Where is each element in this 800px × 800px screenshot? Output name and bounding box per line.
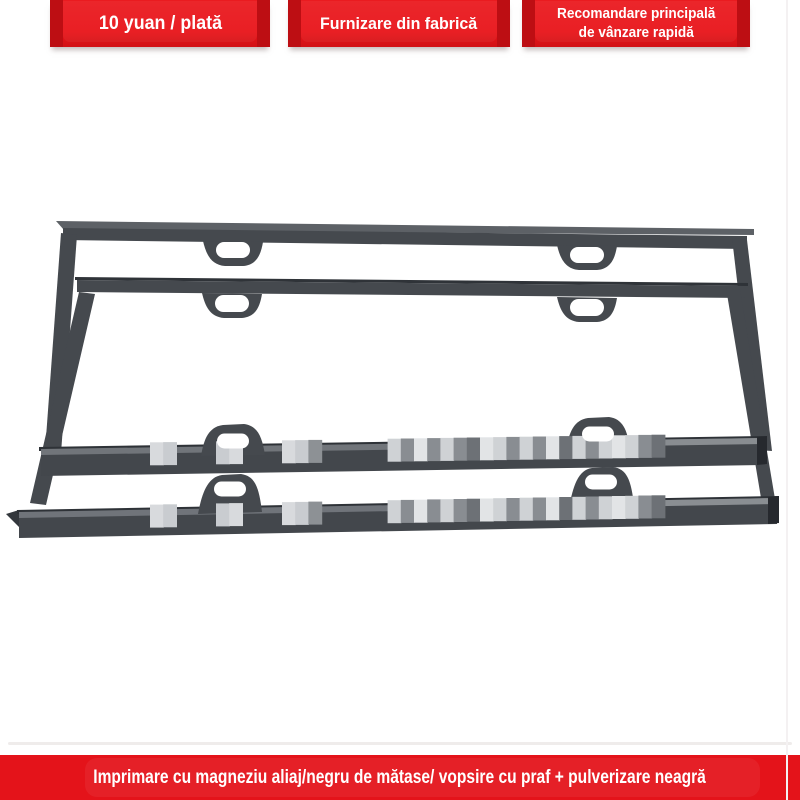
badge-label: Recomandare principală: [556, 5, 716, 22]
promo-badge-factory: [288, 0, 510, 47]
badge-label: Furnizare din fabrică: [320, 13, 478, 33]
promo-badge-recommendation: [522, 0, 750, 47]
badge-fold-right: [257, 0, 270, 47]
frame-back-bottom-rail: [39, 417, 767, 476]
page-edge-line: [786, 0, 788, 800]
badge-fold-right: [737, 0, 750, 47]
banner-top-shadow: [8, 742, 792, 745]
badge-fold-right: [497, 0, 510, 47]
feature-banner: [0, 755, 800, 800]
license-plate-frame-back: [44, 221, 772, 467]
badge-fold-left: [50, 0, 63, 47]
banner-text: Imprimare cu magneziu aliaj/negru de mătase/ vopsire cu praf + pulverizare neagră: [93, 766, 707, 788]
badge-fold-left: [522, 0, 535, 47]
promo-badge-price: [50, 0, 270, 47]
badge-label: 10 yuan / plată: [98, 12, 222, 34]
badge-label-line2: de vânzare rapidă: [578, 24, 694, 41]
badge-fold-left: [288, 0, 301, 47]
frame-front-bottom-rail: [6, 467, 779, 538]
